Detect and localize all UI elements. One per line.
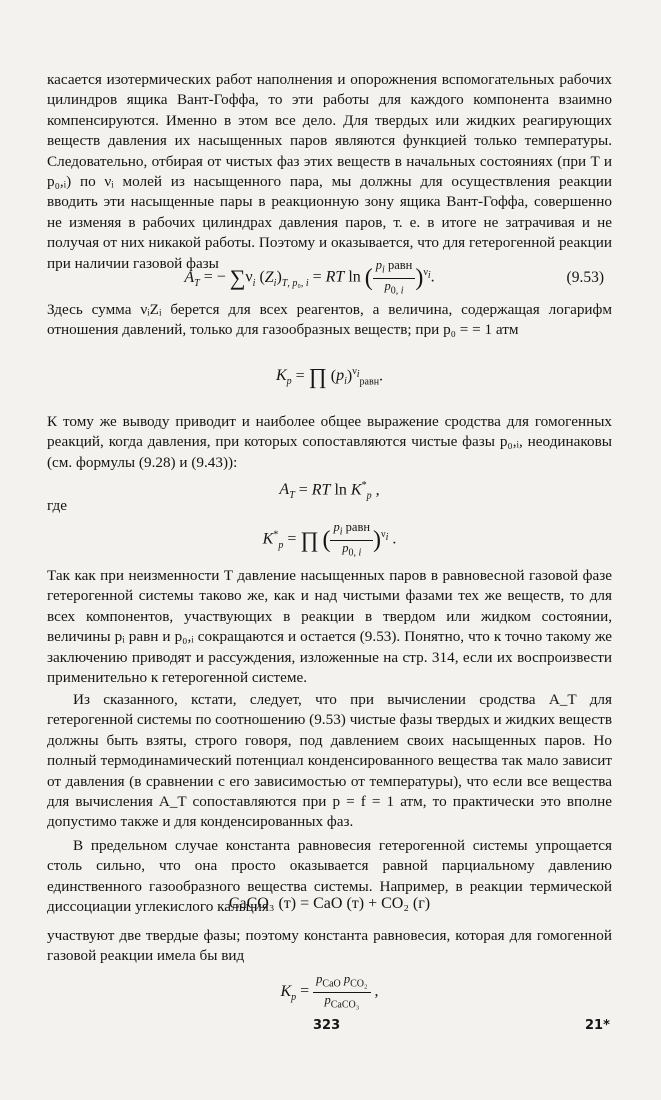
- paragraph-3: [47, 412, 612, 473]
- paragraph-text: Из сказанного, кстати, следует, что при вычислении сродства A_T для гетерогенной системы по соотношению (9.53) чистые фазы твердых и жидких веществ должны быть взяты, строго говоря, под давлением своих насыщенных паров. Но полный термодинамический потенциал конденсированного вещества так мало зависит от давления (в сравнении с его зависимостью от температуры), что если все вещества для вычисления A_T сопоставляются при p = f = 1 атм, то практически это вполне допустимо также и для конденсированных фаз.: [47, 691, 612, 831]
- page-number: 323: [313, 1018, 341, 1033]
- reaction-equation: CaCO₃ (т) = CaO (т) + CO₂ (г): [228, 895, 431, 912]
- paragraph-text: К тому же выводу приводит и наиболее общее выражение сродства для гомогенных реакций, когда давления, при которых сопоставляются чистые фазы p₀,ᵢ, неодинаковы (см. формулы (9.28) и (9.43)):: [47, 413, 612, 471]
- where-label: где: [47, 497, 67, 514]
- paragraph-text: В предельном случае константа равновесия гетерогенной системы упрощается столь сильно, что она просто оказывается равной парциальному давлению единственного газообразного вещества системы. Например, в реакции термической диссоциации углекислого кальция: [47, 837, 612, 916]
- equation-kp-product: $K_p$ = ∏ $(p_i)^{\nu_i}_{равн}$.: [275, 363, 384, 389]
- equation-kp-caco3: $K_p$ = $\frac{p_{CaO} p_{CO_2}}{p_{CaCO_3}}$ ,: [280, 972, 379, 1010]
- equation-9-53: $A_T$ = − $\sum\nu_i$ $(Z_i)_{T, p_0, i}$ = RT ln ( $\frac{p_i равн}{p_{0, i}}$ )$^{\nu_i}$. (9.53): [184, 258, 604, 296]
- equation-kp-star: $K^*_p$ = ∏ ( $\frac{p_i равн}{p_{0, i}}$ )$^{\nu_i}$ .: [262, 520, 397, 558]
- paragraph-text: касается изотермических работ наполнения и опорожнения вспомогательных рабочих цилиндров ящика Вант-Гоффа, то эти работы для каждого компонента взаимно компенсируются. Именно в этом все дело. Для твердых или жидких реагирующих веществ давления их насыщенных паров являются функцией только температуры. Следовательно, отбирая от чистых фаз этих веществ в начальных состояниях (при T и p₀,ᵢ) по νᵢ молей из насыщенного пара, мы должны для осуществления реакции вводить эти насыщенные пары в реакционную зону ящика Вант-Гоффа, совершенно не изменяя в рабочих цилиндрах давления паров, т. е. в итоге не затрачивая и не получая от них никакой работы. Поэтому и оказывается, что для гетерогенной реакции при наличии газовой фазы: [47, 71, 612, 272]
- paragraph-1: [47, 70, 612, 274]
- paragraph-6: [47, 690, 612, 833]
- paragraph-text: участвуют две твердые фазы; поэтому константа равновесия, которая для гомогенной газовой реакции имела бы вид: [47, 927, 612, 965]
- equation-affinity: $A_T$ = RT $\ln K^*_p$ ,: [279, 480, 380, 502]
- paragraph-5: [47, 566, 612, 688]
- paragraph-8: [47, 926, 612, 967]
- paragraph-text: Здесь сумма νᵢZᵢ берется для всех реагентов, а величина, содержащая логарифм отношения давлений, только для газообразных веществ; при p₀ = = 1 атм: [47, 301, 612, 339]
- paragraph-2: [47, 300, 612, 341]
- paragraph-text: Так как при неизменности T давление насыщенных паров в равновесной газовой фазе гетерогенной системы таково же, как и над чистыми фазами тех же веществ, то для всех компонентов, участвующих в реакции в твердом или жидком состоянии, величины pᵢ равн и p₀,ᵢ сокращаются и остается (9.53). Понятно, что к точно такому же заключению приводят и рассуждения, изложенные на стр. 314, если их воспроизвести применительно к гетерогенной системе.: [47, 567, 612, 687]
- signature-mark: 21*: [585, 1018, 610, 1033]
- equation-number: (9.53): [566, 269, 604, 286]
